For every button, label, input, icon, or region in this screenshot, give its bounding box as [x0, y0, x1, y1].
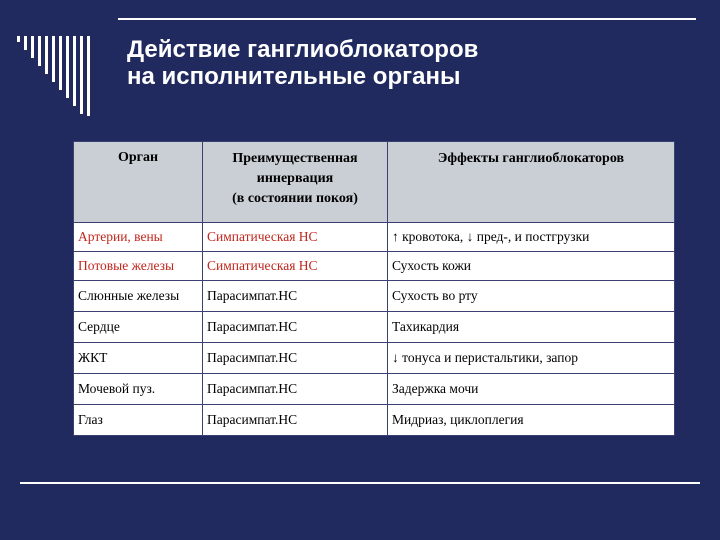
cell-innervation: Парасимпат.НС [203, 281, 388, 312]
vertical-bars-decoration-icon [17, 36, 97, 116]
cell-innervation: Парасимпат.НС [203, 343, 388, 374]
table-header-row [74, 142, 675, 223]
table-row [74, 281, 675, 312]
cell-innervation: Симпатическая НС [203, 252, 388, 281]
cell-effect: Сухость во рту [388, 281, 675, 312]
cell-effect: Тахикардия [388, 312, 675, 343]
cell-innervation: Парасимпат.НС [203, 405, 388, 436]
cell-innervation: Парасимпат.НС [203, 374, 388, 405]
header-innervation [203, 142, 388, 223]
effects-table [73, 141, 675, 436]
table-row [74, 374, 675, 405]
table-row [74, 223, 675, 252]
cell-effect: Мидриаз, циклоплегия [388, 405, 675, 436]
cell-organ: Глаз [74, 405, 203, 436]
cell-organ: Артерии, вены [74, 223, 203, 252]
cell-organ: Мочевой пуз. [74, 374, 203, 405]
header-effects: Эффекты ганглиоблокаторов [388, 142, 675, 223]
cell-organ: ЖКТ [74, 343, 203, 374]
cell-effect: Задержка мочи [388, 374, 675, 405]
table-row [74, 405, 675, 436]
bottom-divider [20, 482, 700, 484]
cell-innervation: Симпатическая НС [203, 223, 388, 252]
cell-effect: Сухость кожи [388, 252, 675, 281]
slide-title-line-1: Действие ганглиоблокаторов [127, 36, 479, 63]
header-innervation-line-1: Преимущественная [232, 151, 358, 166]
cell-organ: Сердце [74, 312, 203, 343]
table-row [74, 312, 675, 343]
table-row [74, 252, 675, 281]
header-innervation-line-3: (в состоянии покоя) [232, 191, 358, 206]
cell-effect: ↓ тонуса и перистальтики, запор [388, 343, 675, 374]
cell-organ: Слюнные железы [74, 281, 203, 312]
slide-title-line-2: на исполнительные органы [127, 63, 461, 90]
top-divider [118, 18, 696, 20]
table-row [74, 343, 675, 374]
cell-innervation: Парасимпат.НС [203, 312, 388, 343]
header-organ: Орган [74, 142, 203, 223]
cell-organ: Потовые железы [74, 252, 203, 281]
cell-effect: ↑ кровотока, ↓ пред-, и постгрузки [388, 223, 675, 252]
slide-title [127, 36, 687, 90]
header-innervation-line-2: иннервация [256, 171, 334, 186]
